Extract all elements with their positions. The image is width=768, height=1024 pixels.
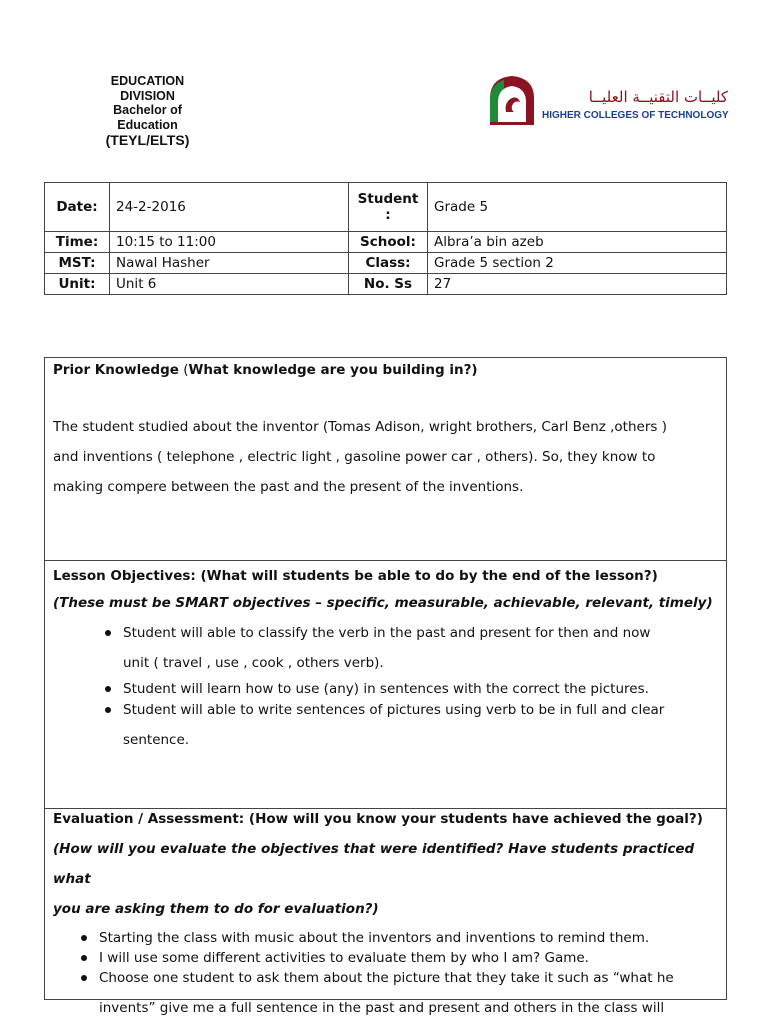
table-row (45, 274, 727, 295)
bullet-icon (105, 707, 111, 713)
bullet-icon (81, 975, 87, 981)
objectives-title: Lesson Objectives: (What will students be able to do by the end of the lesson?) (53, 568, 658, 584)
student-value: Grade 5 (428, 183, 727, 232)
table-row (45, 183, 727, 232)
number-of-students-label: No. Ss (349, 274, 428, 295)
objective-2: Student will learn how to use (any) in sentences with the correct the pictures. (123, 681, 649, 697)
student-label-line-1: Student (357, 191, 419, 207)
objectives-subtitle: (These must be SMART objectives – specific, measurable, achievable, relevant, timely) (53, 595, 713, 611)
degree-line-1: Bachelor of (113, 103, 182, 117)
list-item (123, 695, 718, 755)
program-name: (TEYL/ELTS) (105, 132, 190, 148)
prior-knowledge-body (53, 412, 718, 502)
unit-value: Unit 6 (110, 274, 349, 295)
objective-3-line-1: Student will able to write sentences of pictures using verb to be in full and clear (123, 702, 665, 718)
school-label: School: (349, 232, 428, 253)
class-label: Class: (349, 253, 428, 274)
lesson-objectives-section (44, 560, 727, 809)
mst-value: Nawal Hasher (110, 253, 349, 274)
evaluation-subtitle-line-2: you are asking them to do for evaluation?) (53, 901, 379, 917)
date-value: 24-2-2016 (110, 183, 349, 232)
bullet-icon (105, 686, 111, 692)
time-label: Time: (45, 232, 110, 253)
list-item (99, 963, 718, 1023)
number-of-students-value: 27 (428, 274, 727, 295)
logo-english-text: HIGHER COLLEGES OF TECHNOLOGY (542, 110, 729, 121)
date-label: Date: (45, 183, 110, 232)
evaluation-item-3-line-1: Choose one student to ask them about the picture that they take it such as “what he (99, 970, 674, 986)
list-item (123, 618, 718, 678)
student-label (349, 183, 428, 232)
evaluation-list (99, 928, 718, 1023)
evaluation-subtitle (53, 834, 718, 924)
degree-line-2: Education (117, 117, 178, 132)
prior-knowledge-title: Prior Knowledge (What knowledge are you building in?) (53, 362, 478, 378)
list-item (99, 928, 718, 948)
prior-line-2: and inventions ( telephone , electric light , gasoline power car , others). So, they know to (53, 449, 656, 465)
bullet-icon (105, 630, 111, 636)
school-value: Albra’a bin azeb (428, 232, 727, 253)
hct-emblem-icon (484, 72, 540, 128)
bullet-icon (81, 935, 87, 941)
evaluation-item-3-line-2: invents” give me a full sentence in the past and present and others in the class will (99, 1000, 665, 1016)
lesson-info-table (44, 182, 727, 295)
bullet-icon (81, 955, 87, 961)
evaluation-section (44, 808, 727, 1016)
objectives-list (123, 618, 718, 755)
prior-line-1: The student studied about the inventor (Tomas Adison, wright brothers, Carl Benz ,others ) (53, 419, 667, 435)
objective-3-line-2: sentence. (123, 732, 190, 748)
objective-1-line-1: Student will able to classify the verb in the past and present for then and now (123, 625, 651, 641)
objective-1-line-2: unit ( travel , use , cook , others verb). (123, 655, 384, 671)
table-row (45, 232, 727, 253)
evaluation-item-1: Starting the class with music about the inventors and inventions to remind them. (99, 930, 650, 946)
unit-label: Unit: (45, 274, 110, 295)
evaluation-title: Evaluation / Assessment: (How will you know your students have achieved the goal?) (53, 811, 703, 827)
evaluation-subtitle-line-1: (How will you evaluate the objectives that were identified? Have students practiced what (53, 841, 695, 887)
hct-logo (484, 72, 734, 128)
logo-arabic-text: كليــات التقنيــة العليــا (588, 88, 728, 106)
division-line-1: EDUCATION (110, 74, 185, 88)
prior-line-3: making compere between the past and the present of the inventions. (53, 479, 524, 495)
division-line-2: DIVISION (120, 88, 175, 103)
table-row (45, 253, 727, 274)
evaluation-item-2: I will use some different activities to evaluate them by who I am? Game. (99, 950, 589, 966)
student-label-line-2: : (385, 207, 391, 223)
time-value: 10:15 to 11:00 (110, 232, 349, 253)
prior-knowledge-section (44, 357, 727, 561)
division-header (90, 74, 205, 148)
mst-label: MST: (45, 253, 110, 274)
class-value: Grade 5 section 2 (428, 253, 727, 274)
